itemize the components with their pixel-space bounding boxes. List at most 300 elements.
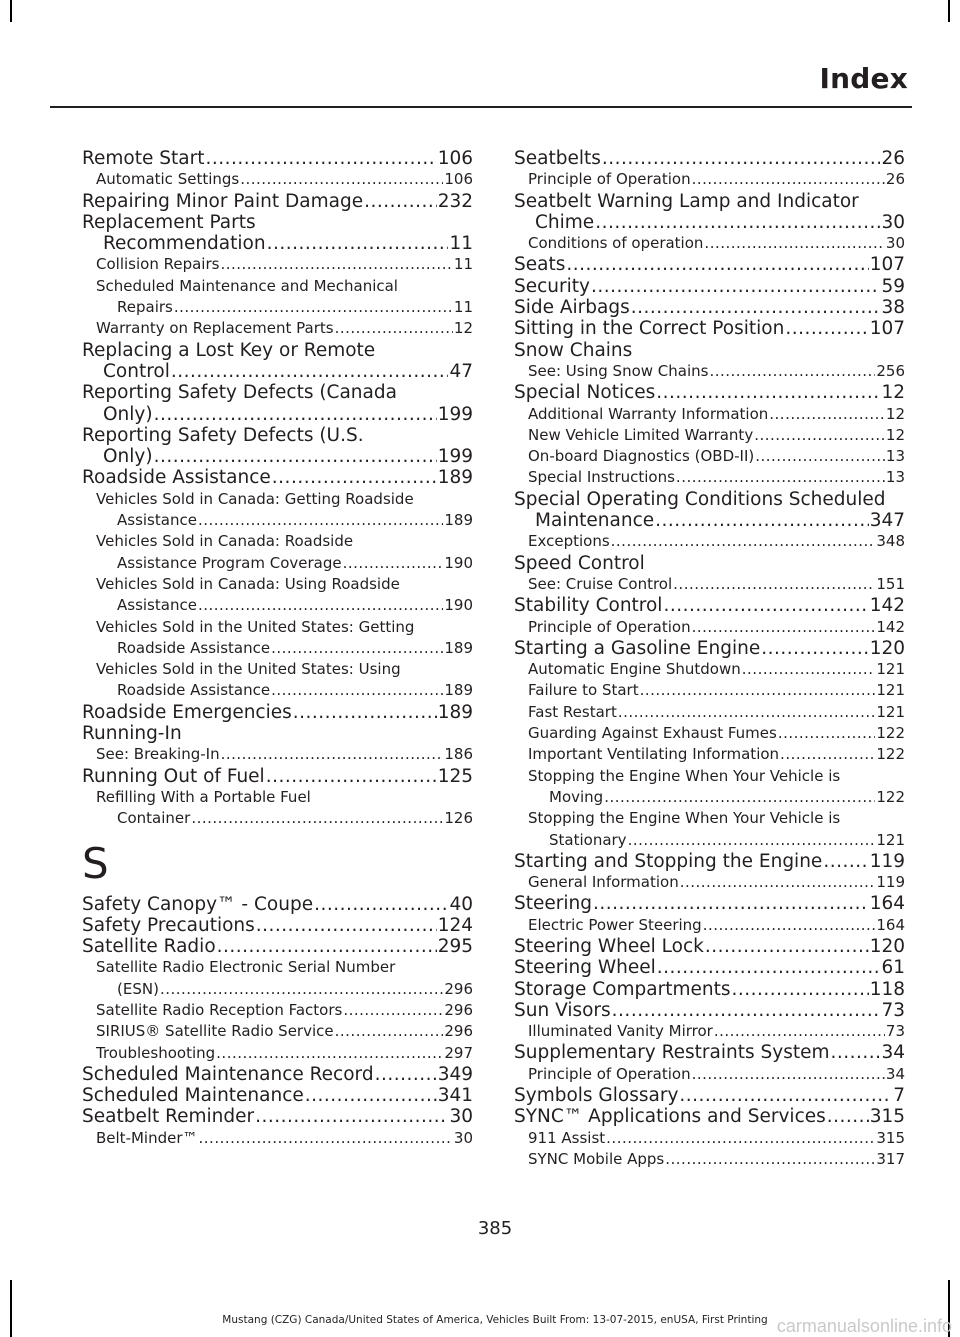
index-subentry	[514, 915, 905, 936]
entry-page: 30	[453, 1128, 473, 1147]
entry-label-continued: Container	[117, 809, 191, 828]
entry-label-continued: Chime	[535, 211, 595, 233]
entry-page: 142	[869, 595, 905, 617]
entry-page: 164	[869, 893, 905, 915]
dot-leader	[731, 979, 868, 1000]
entry-page: 348	[876, 532, 905, 551]
index-entry	[514, 1042, 905, 1063]
dot-leader	[154, 404, 437, 425]
index-subentry	[514, 744, 905, 765]
index-subentry	[82, 489, 473, 532]
dot-leader	[343, 1000, 443, 1021]
index-entry	[82, 702, 473, 723]
entry-page: 190	[444, 553, 473, 572]
entry-page: 30	[881, 211, 905, 233]
dot-leader	[314, 894, 448, 915]
dot-leader	[714, 1021, 885, 1042]
dot-leader	[680, 872, 876, 893]
index-entry	[514, 382, 905, 403]
dot-leader	[199, 1128, 453, 1149]
index-entry	[514, 957, 905, 978]
entry-page: 34	[885, 1064, 905, 1083]
entry-label: Safety Precautions	[82, 914, 255, 936]
page-title: Index	[819, 62, 908, 95]
entry-continuation	[96, 680, 473, 701]
entry-page: 189	[444, 638, 473, 657]
entry-continuation	[82, 233, 473, 254]
index-entry	[514, 148, 905, 169]
dot-leader	[272, 467, 437, 488]
entry-page: 347	[869, 510, 905, 532]
entry-continuation	[82, 446, 473, 467]
index-entry	[514, 191, 905, 234]
entry-continuation	[96, 510, 473, 531]
dot-leader	[602, 148, 881, 169]
entry-page: 73	[881, 999, 905, 1021]
entry-label: Satellite Radio Electronic Serial Number	[96, 958, 396, 977]
entry-page: 189	[444, 511, 473, 530]
entry-page: 256	[876, 361, 905, 380]
index-subentry	[514, 617, 905, 638]
entry-label-continued: Repairs	[117, 298, 173, 317]
entry-page: 11	[449, 233, 473, 255]
index-subentry	[82, 744, 473, 765]
dot-leader	[755, 446, 885, 467]
entry-page: 40	[449, 893, 473, 915]
entry-continuation	[514, 212, 905, 233]
entry-label: Supplementary Restraints System	[514, 1042, 830, 1064]
index-entry	[514, 318, 905, 339]
entry-page: 121	[876, 830, 905, 849]
entry-label: Belt-Minder™	[96, 1128, 198, 1147]
index-subentry	[514, 574, 905, 595]
dot-leader	[709, 361, 875, 382]
entry-label: Vehicles Sold in the United States: Using	[96, 660, 401, 679]
index-entry	[82, 148, 473, 169]
index-entry	[514, 276, 905, 297]
dot-leader	[220, 254, 452, 275]
index-subentry	[514, 702, 905, 723]
entry-label-continued: Recommendation	[103, 233, 266, 255]
entry-page: 125	[437, 765, 473, 787]
entry-continuation	[96, 297, 473, 318]
entry-page: 59	[881, 275, 905, 297]
index-entry	[514, 1085, 905, 1106]
index-subentry	[514, 446, 905, 467]
entry-label: See: Cruise Control	[528, 574, 673, 593]
entry-label: Special Instructions	[528, 468, 675, 487]
dot-leader	[191, 808, 443, 829]
entry-label: Special Notices	[514, 382, 656, 404]
entry-label-continued: Assistance	[117, 596, 197, 615]
entry-label: Additional Warranty Information	[528, 404, 769, 423]
index-subentry	[514, 1128, 905, 1149]
entry-label: Seatbelts	[514, 148, 601, 169]
entry-page: 106	[444, 170, 473, 189]
dot-leader	[267, 233, 449, 254]
dot-leader	[604, 787, 875, 808]
entry-label: Scheduled Maintenance	[82, 1085, 304, 1107]
dot-leader	[343, 553, 444, 574]
entry-page: 151	[876, 574, 905, 593]
entry-page: 118	[869, 978, 905, 1000]
entry-label: 911 Assist	[528, 1128, 606, 1147]
entry-label: Vehicles Sold in Canada: Getting Roadside	[96, 489, 414, 508]
entry-page: 315	[876, 1128, 905, 1147]
entry-page: 30	[449, 1106, 473, 1128]
entry-label-continued: Maintenance	[535, 510, 655, 532]
entry-label: Vehicles Sold in the United States: Getting	[96, 617, 415, 636]
dot-leader	[256, 915, 437, 936]
entry-label: Seatbelt Warning Lamp and Indicator	[514, 190, 859, 212]
entry-label: SYNC Mobile Apps	[528, 1149, 665, 1168]
dot-leader	[778, 723, 876, 744]
watermark: carmanualsonline.info	[776, 1316, 952, 1336]
entry-label-continued: Stationary	[549, 830, 627, 849]
dot-leader	[293, 702, 437, 723]
entry-label: Conditions of operation	[528, 234, 704, 253]
entry-page: 189	[437, 467, 473, 489]
index-subentry	[514, 1064, 905, 1085]
crop-mark-bottom-left	[10, 1280, 12, 1337]
dot-leader	[271, 638, 443, 659]
index-entry	[514, 1000, 905, 1021]
entry-label: New Vehicle Limited Warranty	[528, 425, 754, 444]
entry-label: Reporting Safety Defects (Canada	[82, 382, 397, 404]
dot-leader	[255, 1106, 448, 1127]
entry-page: 122	[876, 787, 905, 806]
entry-page: 349	[437, 1063, 473, 1085]
dot-leader	[676, 467, 885, 488]
dot-leader	[628, 830, 876, 851]
entry-label: Starting and Stopping the Engine	[514, 850, 823, 872]
entry-page: 296	[444, 979, 473, 998]
header-rule	[50, 106, 912, 108]
index-subentry	[514, 723, 905, 744]
dot-leader	[754, 425, 885, 446]
dot-leader	[692, 1064, 885, 1085]
entry-continuation	[96, 808, 473, 829]
entry-label: Warranty on Replacement Parts	[96, 319, 334, 338]
dot-leader	[591, 276, 880, 297]
entry-page: 106	[437, 148, 473, 169]
entry-page: 122	[876, 724, 905, 743]
entry-page: 126	[444, 809, 473, 828]
entry-page: 142	[876, 617, 905, 636]
entry-page: 317	[876, 1149, 905, 1168]
index-subentry	[82, 957, 473, 1000]
entry-continuation	[96, 553, 473, 574]
entry-label: Safety Canopy™ - Coupe	[82, 893, 314, 915]
dot-leader	[612, 1000, 881, 1021]
index-subentry	[514, 872, 905, 893]
index-entry	[514, 297, 905, 318]
entry-page: 107	[869, 254, 905, 276]
index-subentry	[514, 425, 905, 446]
dot-leader	[780, 744, 875, 765]
entry-label: Scheduled Maintenance Record	[82, 1063, 374, 1085]
dot-leader	[593, 893, 869, 914]
index-subentry	[82, 1021, 473, 1042]
entry-page: 122	[876, 745, 905, 764]
dot-leader	[703, 915, 876, 936]
entry-label: Roadside Assistance	[82, 467, 271, 489]
entry-page: 34	[881, 1042, 905, 1064]
entry-label: Sun Visors	[514, 999, 611, 1021]
index-subentry	[514, 467, 905, 488]
entry-label: Steering Wheel	[514, 957, 656, 979]
entry-page: 38	[881, 297, 905, 319]
entry-label: Replacing a Lost Key or Remote	[82, 339, 376, 361]
entry-label-continued: Control	[103, 360, 170, 382]
entry-label-continued: Only)	[103, 403, 153, 425]
entry-label: Roadside Emergencies	[82, 701, 292, 723]
entry-label: Principle of Operation	[528, 170, 691, 189]
dot-leader	[305, 1085, 437, 1106]
entry-page: 73	[885, 1022, 905, 1041]
entry-label-continued: (ESN)	[117, 979, 159, 998]
entry-page: 26	[885, 170, 905, 189]
entry-label-continued: Assistance Program Coverage	[117, 553, 342, 572]
dot-leader	[656, 382, 880, 403]
entry-continuation	[96, 595, 473, 616]
dot-leader	[606, 1128, 875, 1149]
entry-page: 61	[881, 957, 905, 979]
index-entry	[82, 936, 473, 957]
entry-label-continued: Roadside Assistance	[117, 681, 271, 700]
index-subentry	[514, 1149, 905, 1170]
entry-continuation	[528, 787, 905, 808]
entry-continuation	[528, 830, 905, 851]
dot-leader	[240, 169, 443, 190]
entry-page: 341	[437, 1085, 473, 1107]
section-letter: S	[82, 838, 109, 888]
entry-label: Scheduled Maintenance and Mechanical	[96, 276, 398, 295]
index-subentry	[82, 1043, 473, 1064]
dot-leader	[566, 254, 868, 275]
entry-page: 120	[869, 637, 905, 659]
entry-label: Principle of Operation	[528, 617, 691, 636]
index-entry	[82, 915, 473, 936]
entry-continuation	[82, 404, 473, 425]
entry-page: 12	[885, 404, 905, 423]
entry-label-continued: Assistance	[117, 511, 197, 530]
entry-page: 119	[876, 873, 905, 892]
entry-page: 7	[893, 1085, 905, 1107]
index-subentry	[514, 766, 905, 809]
entry-label: See: Breaking-In	[96, 745, 220, 764]
entry-page: 189	[444, 681, 473, 700]
entry-page: 26	[881, 148, 905, 169]
entry-page: 121	[876, 702, 905, 721]
dot-leader	[663, 595, 868, 616]
entry-continuation	[514, 510, 905, 531]
entry-page: 12	[885, 425, 905, 444]
entry-page: 120	[869, 935, 905, 957]
entry-continuation	[96, 979, 473, 1000]
dot-leader	[198, 510, 443, 531]
dot-leader	[692, 169, 885, 190]
entry-page: 12	[881, 382, 905, 404]
index-heading: Speed Control	[514, 552, 645, 574]
index-entry	[82, 894, 473, 915]
dot-leader	[742, 659, 876, 680]
index-subentry	[82, 617, 473, 660]
entry-page: 107	[869, 318, 905, 340]
entry-page: 30	[885, 234, 905, 253]
entry-label: On-board Diagnostics (OBD-II)	[528, 447, 755, 466]
entry-page: 12	[453, 319, 473, 338]
index-entry	[82, 425, 473, 468]
dot-leader	[640, 680, 876, 701]
entry-label: Steering	[514, 893, 592, 915]
crop-mark-top-right	[948, 0, 950, 22]
dot-leader	[831, 1042, 881, 1063]
index-entry	[82, 1106, 473, 1127]
entry-page: 297	[444, 1043, 473, 1062]
entry-label: Satellite Radio Reception Factors	[96, 1000, 343, 1019]
entry-label: SYNC™ Applications and Services	[514, 1106, 826, 1128]
index-subentry	[82, 659, 473, 702]
entry-label: Security	[514, 275, 590, 297]
dot-leader	[704, 233, 884, 254]
dot-leader	[823, 851, 868, 872]
entry-label: Troubleshooting	[96, 1043, 216, 1062]
entry-label: Principle of Operation	[528, 1064, 691, 1083]
dot-leader	[271, 680, 443, 701]
entry-page: 186	[444, 745, 473, 764]
entry-label-continued: Only)	[103, 446, 153, 468]
entry-label: Symbols Glossary	[514, 1085, 679, 1107]
index-subentry	[82, 276, 473, 319]
entry-page: 189	[437, 701, 473, 723]
entry-page: 190	[444, 596, 473, 615]
entry-page: 13	[885, 468, 905, 487]
dot-leader	[705, 936, 869, 957]
index-entry	[514, 1106, 905, 1127]
index-subentry	[514, 659, 905, 680]
dot-leader	[205, 148, 436, 169]
dot-leader	[692, 617, 876, 638]
index-entry	[514, 254, 905, 275]
index-entry	[82, 467, 473, 488]
dot-leader	[673, 574, 875, 595]
entry-page: 13	[885, 447, 905, 466]
index-entry	[82, 340, 473, 383]
footer-text: Mustang (CZG) Canada/United States of America, Vehicles Built From: 13-07-2015, enUSA, First Printing	[222, 1314, 768, 1326]
entry-label: Stopping the Engine When Your Vehicle is	[528, 809, 841, 828]
index-subentry	[514, 404, 905, 425]
index-entry	[514, 936, 905, 957]
entry-label: Satellite Radio	[82, 936, 216, 958]
index-subentry	[514, 1021, 905, 1042]
index-entry	[82, 766, 473, 787]
dot-leader	[216, 1043, 443, 1064]
index-subentry	[514, 808, 905, 851]
entry-page: 164	[876, 915, 905, 934]
entry-label: Collision Repairs	[96, 255, 220, 274]
index-column-right	[514, 148, 905, 1170]
entry-page: 295	[437, 936, 473, 958]
dot-leader	[761, 638, 868, 659]
entry-label: Vehicles Sold in Canada: Using Roadside	[96, 574, 400, 593]
index-entry	[514, 595, 905, 616]
entry-page: 296	[444, 1000, 473, 1019]
index-subentry	[82, 318, 473, 339]
dot-leader	[618, 702, 876, 723]
dot-leader	[827, 1106, 869, 1127]
index-subentry	[82, 254, 473, 275]
index-subentry	[514, 531, 905, 552]
dot-leader	[174, 297, 453, 318]
entry-page: 121	[876, 660, 905, 679]
index-heading: Running-In	[82, 723, 182, 745]
page-number: 385	[477, 1218, 513, 1239]
entry-label: Starting a Gasoline Engine	[514, 637, 761, 659]
dot-leader	[611, 531, 876, 552]
index-subentry	[82, 574, 473, 617]
entry-page: 296	[444, 1022, 473, 1041]
dot-leader	[631, 297, 881, 318]
entry-page: 199	[437, 446, 473, 468]
entry-label: Illuminated Vanity Mirror	[528, 1022, 713, 1041]
entry-label: General Information	[528, 873, 679, 892]
entry-page: 121	[876, 681, 905, 700]
index-entry	[82, 191, 473, 212]
entry-label: SIRIUS® Satellite Radio Service	[96, 1022, 334, 1041]
dot-leader	[335, 318, 453, 339]
index-subentry	[82, 1128, 473, 1149]
dot-leader	[595, 212, 880, 233]
entry-label: Electric Power Steering	[528, 915, 702, 934]
entry-label: Guarding Against Exhaust Fumes	[528, 724, 777, 743]
index-heading: Snow Chains	[514, 339, 633, 361]
index-entry	[82, 1085, 473, 1106]
dot-leader	[171, 361, 449, 382]
entry-label: Storage Compartments	[514, 978, 731, 1000]
dot-leader	[375, 1064, 437, 1085]
entry-label: Failure to Start	[528, 681, 639, 700]
index-entry	[514, 638, 905, 659]
entry-label: See: Using Snow Chains	[528, 361, 709, 380]
index-entry	[82, 212, 473, 255]
index-subentry	[82, 1000, 473, 1021]
dot-leader	[679, 1085, 892, 1106]
entry-page: 315	[869, 1106, 905, 1128]
entry-label: Automatic Settings	[96, 170, 240, 189]
dot-leader	[769, 404, 885, 425]
entry-label-continued: Roadside Assistance	[117, 638, 271, 657]
index-subentry	[514, 361, 905, 382]
index-subentry	[514, 169, 905, 190]
entry-label: Vehicles Sold in Canada: Roadside	[96, 532, 354, 551]
entry-label-continued: Moving	[549, 787, 604, 806]
entry-continuation	[96, 638, 473, 659]
entry-label: Important Ventilating Information	[528, 745, 780, 764]
entry-label: Stopping the Engine When Your Vehicle is	[528, 766, 841, 785]
entry-label: Steering Wheel Lock	[514, 935, 704, 957]
index-subentry	[514, 680, 905, 701]
index-entry	[82, 1064, 473, 1085]
entry-label: Exceptions	[528, 532, 610, 551]
entry-page: 199	[437, 403, 473, 425]
index-subentry	[514, 233, 905, 254]
entry-label: Seats	[514, 254, 566, 276]
dot-leader	[198, 595, 443, 616]
dot-leader	[655, 510, 869, 531]
entry-page: 119	[869, 850, 905, 872]
dot-leader	[364, 191, 437, 212]
